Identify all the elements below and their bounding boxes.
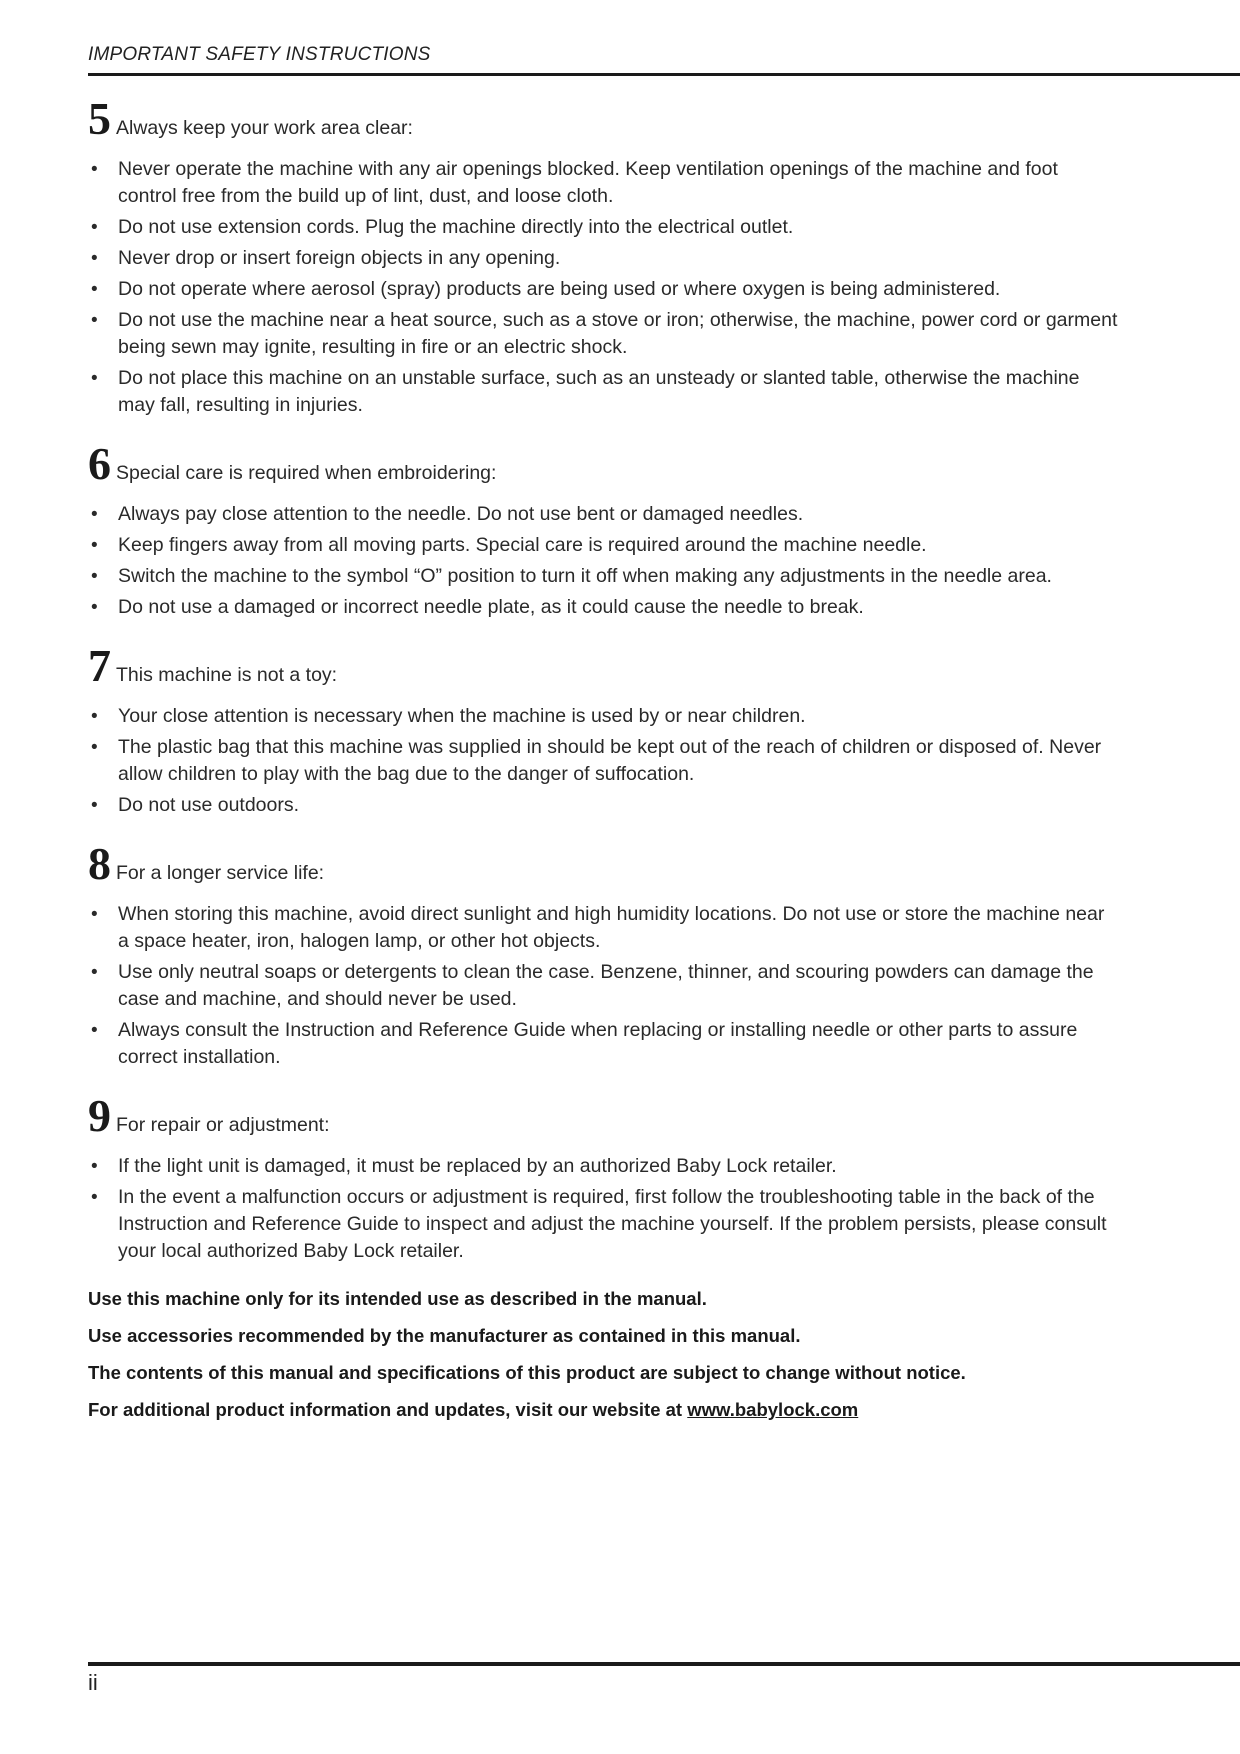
bullet-icon: • <box>91 535 98 556</box>
bullet-icon: • <box>91 597 98 618</box>
list-item <box>88 245 1118 272</box>
section-number: 7 <box>88 640 111 691</box>
section-heading <box>88 93 1118 144</box>
header-rule <box>88 73 1240 76</box>
list-item <box>88 703 1118 730</box>
bullet-list <box>88 703 1118 819</box>
notice-changes: The contents of this manual and specifications of this product are subject to change without notice. <box>88 1362 966 1383</box>
bullet-icon: • <box>91 1020 98 1041</box>
section-number: 6 <box>88 438 111 489</box>
website-prefix: For additional product information and updates, visit our website at <box>88 1399 688 1420</box>
section-number: 9 <box>88 1090 111 1141</box>
list-item-text: Always consult the Instruction and Reference Guide when replacing or installing needle or other parts to assure correct installation. <box>118 1019 1078 1068</box>
list-item <box>88 1153 1118 1180</box>
bullet-icon: • <box>91 310 98 331</box>
bullet-icon: • <box>91 159 98 180</box>
list-item <box>88 792 1118 819</box>
bullet-icon: • <box>91 217 98 238</box>
list-item <box>88 1184 1118 1265</box>
section-not-a-toy <box>88 640 1118 819</box>
bullet-list <box>88 156 1118 419</box>
list-item <box>88 532 1118 559</box>
section-work-area <box>88 93 1118 419</box>
list-item-text: Do not use extension cords. Plug the machine directly into the electrical outlet. <box>118 216 794 238</box>
notices <box>88 1287 1118 1422</box>
list-item <box>88 365 1118 419</box>
bullet-list <box>88 501 1118 621</box>
list-item <box>88 734 1118 788</box>
list-item-text: Do not place this machine on an unstable surface, such as an unsteady or slanted table, otherwise the machine may fall, resulting in injuries. <box>118 367 1080 416</box>
list-item-text: Do not use outdoors. <box>118 794 300 816</box>
section-heading <box>88 438 1118 489</box>
section-title: This machine is not a toy: <box>116 664 338 686</box>
list-item-text: Switch the machine to the symbol “O” position to turn it off when making any adjustments in the needle area. <box>118 565 1052 587</box>
running-header: IMPORTANT SAFETY INSTRUCTIONS <box>88 44 431 65</box>
list-item <box>88 1017 1118 1071</box>
section-heading <box>88 1090 1118 1141</box>
list-item <box>88 501 1118 528</box>
section-title: Special care is required when embroidering: <box>116 462 497 484</box>
list-item-text: Never operate the machine with any air openings blocked. Keep ventilation openings of the machine and foot control free from the build up of lint, dust, and loose cloth. <box>118 158 1058 207</box>
section-heading <box>88 838 1118 889</box>
bullet-icon: • <box>91 368 98 389</box>
bullet-list <box>88 1153 1118 1265</box>
bullet-icon: • <box>91 1156 98 1177</box>
list-item-text: In the event a malfunction occurs or adjustment is required, first follow the troubleshooting table in the back of the Instruction and Reference Guide to inspect and adjust the machine yourself. If the problem persists, please consult your local authorized Baby Lock retailer. <box>118 1186 1107 1262</box>
list-item-text: Your close attention is necessary when the machine is used by or near children. <box>118 705 806 727</box>
list-item-text: When storing this machine, avoid direct sunlight and high humidity locations. Do not use or store the machine near a space heater, iron, halogen lamp, or other hot objects. <box>118 903 1105 952</box>
list-item <box>88 901 1118 955</box>
section-title: For repair or adjustment: <box>116 1114 330 1136</box>
section-title: For a longer service life: <box>116 862 325 884</box>
list-item-text: The plastic bag that this machine was supplied in should be kept out of the reach of children or disposed of. Never allow children to play with the bag due to the danger of suffocation. <box>118 736 1102 785</box>
list-item <box>88 156 1118 210</box>
bullet-list <box>88 901 1118 1071</box>
list-item-text: Do not use the machine near a heat source, such as a stove or iron; otherwise, the machine, power cord or garment being sewn may ignite, resulting in fire or an electric shock. <box>118 309 1118 358</box>
section-embroidering <box>88 438 1118 621</box>
list-item-text: Do not use a damaged or incorrect needle plate, as it could cause the needle to break. <box>118 596 864 618</box>
section-repair <box>88 1090 1118 1265</box>
bullet-icon: • <box>91 566 98 587</box>
bullet-icon: • <box>91 737 98 758</box>
list-item-text: Never drop or insert foreign objects in any opening. <box>118 247 561 269</box>
bullet-icon: • <box>91 706 98 727</box>
list-item <box>88 959 1118 1013</box>
section-number: 5 <box>88 93 111 144</box>
bullet-icon: • <box>91 504 98 525</box>
bullet-icon: • <box>91 1187 98 1208</box>
footer-rule <box>88 1662 1240 1666</box>
list-item <box>88 563 1118 590</box>
section-title: Always keep your work area clear: <box>116 117 413 139</box>
list-item-text: Keep fingers away from all moving parts. Special care is required around the machine needle. <box>118 534 927 556</box>
notice-intended-use: Use this machine only for its intended use as described in the manual. <box>88 1288 707 1309</box>
list-item <box>88 214 1118 241</box>
list-item <box>88 276 1118 303</box>
list-item-text: Do not operate where aerosol (spray) products are being used or where oxygen is being administered. <box>118 278 1001 300</box>
bullet-icon: • <box>91 279 98 300</box>
page-number: ii <box>88 1670 98 1695</box>
section-heading <box>88 640 1118 691</box>
bullet-icon: • <box>91 962 98 983</box>
page-content <box>88 93 1118 1435</box>
list-item <box>88 307 1118 361</box>
notice-website <box>88 1398 1118 1422</box>
bullet-icon: • <box>91 248 98 269</box>
notice-accessories: Use accessories recommended by the manufacturer as contained in this manual. <box>88 1325 801 1346</box>
list-item-text: If the light unit is damaged, it must be replaced by an authorized Baby Lock retailer. <box>118 1155 837 1177</box>
section-service-life <box>88 838 1118 1071</box>
list-item-text: Always pay close attention to the needle. Do not use bent or damaged needles. <box>118 503 804 525</box>
list-item <box>88 594 1118 621</box>
bullet-icon: • <box>91 904 98 925</box>
website-link[interactable]: www.babylock.com <box>687 1399 859 1420</box>
section-number: 8 <box>88 838 111 889</box>
bullet-icon: • <box>91 795 98 816</box>
list-item-text: Use only neutral soaps or detergents to clean the case. Benzene, thinner, and scouring powders can damage the case and machine, and should never be used. <box>118 961 1094 1010</box>
